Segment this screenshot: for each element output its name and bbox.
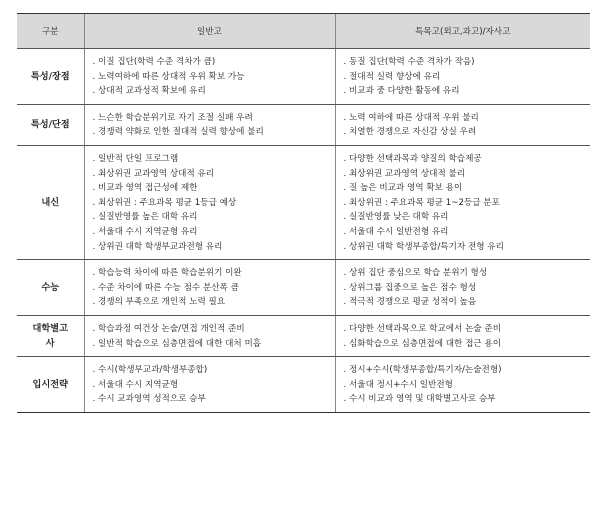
list-item: . 다양한 선택과목과 양질의 학습제공 (344, 152, 587, 167)
list-item: . 비교과 중 다양한 활동에 유리 (344, 84, 587, 99)
list-item: . 최상위권 교과영역 상대적 유리 (93, 167, 331, 182)
special-school-cell (335, 315, 590, 356)
list-item: . 경쟁의 부족으로 개인적 노력 필요 (93, 295, 331, 310)
special-school-cell (335, 357, 590, 413)
bullet-list (93, 363, 331, 407)
bullet-list (344, 322, 587, 351)
table-header-row (17, 14, 590, 49)
bullet-list (344, 111, 587, 140)
table-row (17, 49, 590, 105)
general-school-cell (84, 315, 335, 356)
list-item: . 상대적 교과성적 확보에 유리 (93, 84, 331, 99)
list-item: . 상위그룹 집중으로 높은 점수 형성 (344, 281, 587, 296)
list-item: . 서울대 수시 일반전형 유리 (344, 225, 587, 240)
row-category: 입시전략 (17, 357, 84, 413)
list-item: . 서울대 수시 지역균형 (93, 378, 331, 393)
list-item: . 학습과정 여건상 논술/면접 개인적 준비 (93, 322, 331, 337)
list-item: . 상위권 대학 학생부교과전형 유리 (93, 240, 331, 255)
special-school-cell (335, 260, 590, 316)
special-school-cell (335, 49, 590, 105)
bullet-list (344, 266, 587, 310)
list-item: . 최상위권 교과영역 상대적 불리 (344, 167, 587, 182)
table-row (17, 315, 590, 356)
comparison-table (17, 13, 590, 413)
list-item: . 최상위권 : 주요과목 평균 1등급 예상 (93, 196, 331, 211)
list-item: . 서울대 수시 지역균형 유리 (93, 225, 331, 240)
bullet-list (93, 55, 331, 99)
row-category: 수능 (17, 260, 84, 316)
list-item: . 절대적 실력 향상에 유리 (344, 70, 587, 85)
general-school-cell (84, 357, 335, 413)
bullet-list (93, 111, 331, 140)
table-row (17, 357, 590, 413)
list-item: . 상위 집단 중심으로 학습 분위기 형성 (344, 266, 587, 281)
list-item: . 최상위권 : 주요과목 평균 1~2등급 분포 (344, 196, 587, 211)
bullet-list (344, 152, 587, 254)
bullet-list (93, 322, 331, 351)
list-item: . 이질 집단(학력 수준 격차가 큼) (93, 55, 331, 70)
table-row (17, 145, 590, 259)
table-row (17, 104, 590, 145)
list-item: . 비교과 영역 접근성에 제한 (93, 181, 331, 196)
table-body (17, 49, 590, 413)
general-school-cell (84, 49, 335, 105)
list-item: . 수준 차이에 따른 수능 점수 분산폭 큼 (93, 281, 331, 296)
row-category: 대학별고 사 (17, 315, 84, 356)
list-item: . 수시 교과영역 성적으로 승부 (93, 392, 331, 407)
list-item: . 서울대 정시+수시 일반전형 (344, 378, 587, 393)
list-item: . 심화학습으로 심층면접에 대한 접근 용이 (344, 337, 587, 352)
bullet-list (344, 363, 587, 407)
general-school-cell (84, 145, 335, 259)
general-school-cell (84, 260, 335, 316)
list-item: . 실질반영률 낮은 대학 유리 (344, 210, 587, 225)
row-category: 특성/단점 (17, 104, 84, 145)
general-school-cell (84, 104, 335, 145)
list-item: . 느슨한 학습분위기로 자기 조절 실패 우려 (93, 111, 331, 126)
header-general-school: 일반고 (84, 14, 335, 49)
header-special-school: 특목고(외고,과고)/자사고 (335, 14, 590, 49)
special-school-cell (335, 145, 590, 259)
list-item: . 경쟁력 약화로 인한 절대적 실력 향상에 불리 (93, 125, 331, 140)
bullet-list (93, 266, 331, 310)
special-school-cell (335, 104, 590, 145)
list-item: . 적극적 경쟁으로 평균 성적이 높음 (344, 295, 587, 310)
list-item: . 질 높은 비교과 영역 확보 용이 (344, 181, 587, 196)
list-item: . 다양한 선택과목으로 학교에서 논술 준비 (344, 322, 587, 337)
table-row (17, 260, 590, 316)
list-item: . 노력 여하에 따른 상대적 우위 불리 (344, 111, 587, 126)
bullet-list (93, 152, 331, 254)
row-category: 내신 (17, 145, 84, 259)
list-item: . 일반적 단일 프로그램 (93, 152, 331, 167)
list-item: . 정시+수시(학생부종합/특기자/논술전형) (344, 363, 587, 378)
list-item: . 치열한 경쟁으로 자신감 상실 우려 (344, 125, 587, 140)
header-category: 구분 (17, 14, 84, 49)
list-item: . 수시(학생부교과/학생부종합) (93, 363, 331, 378)
list-item: . 수시 비교과 영역 및 대학별고사로 승부 (344, 392, 587, 407)
row-category: 특성/장점 (17, 49, 84, 105)
list-item: . 일반적 학습으로 심층면접에 대한 대처 미흡 (93, 337, 331, 352)
bullet-list (344, 55, 587, 99)
list-item: . 실질반영률 높은 대학 유리 (93, 210, 331, 225)
list-item: . 학습능력 차이에 따른 학습분위기 이완 (93, 266, 331, 281)
list-item: . 노력여하에 따른 상대적 우위 확보 가능 (93, 70, 331, 85)
list-item: . 상위권 대학 학생부종합/특기자 전형 유리 (344, 240, 587, 255)
list-item: . 동질 집단(학력 수준 격차가 작음) (344, 55, 587, 70)
comparison-table-container (17, 13, 590, 413)
